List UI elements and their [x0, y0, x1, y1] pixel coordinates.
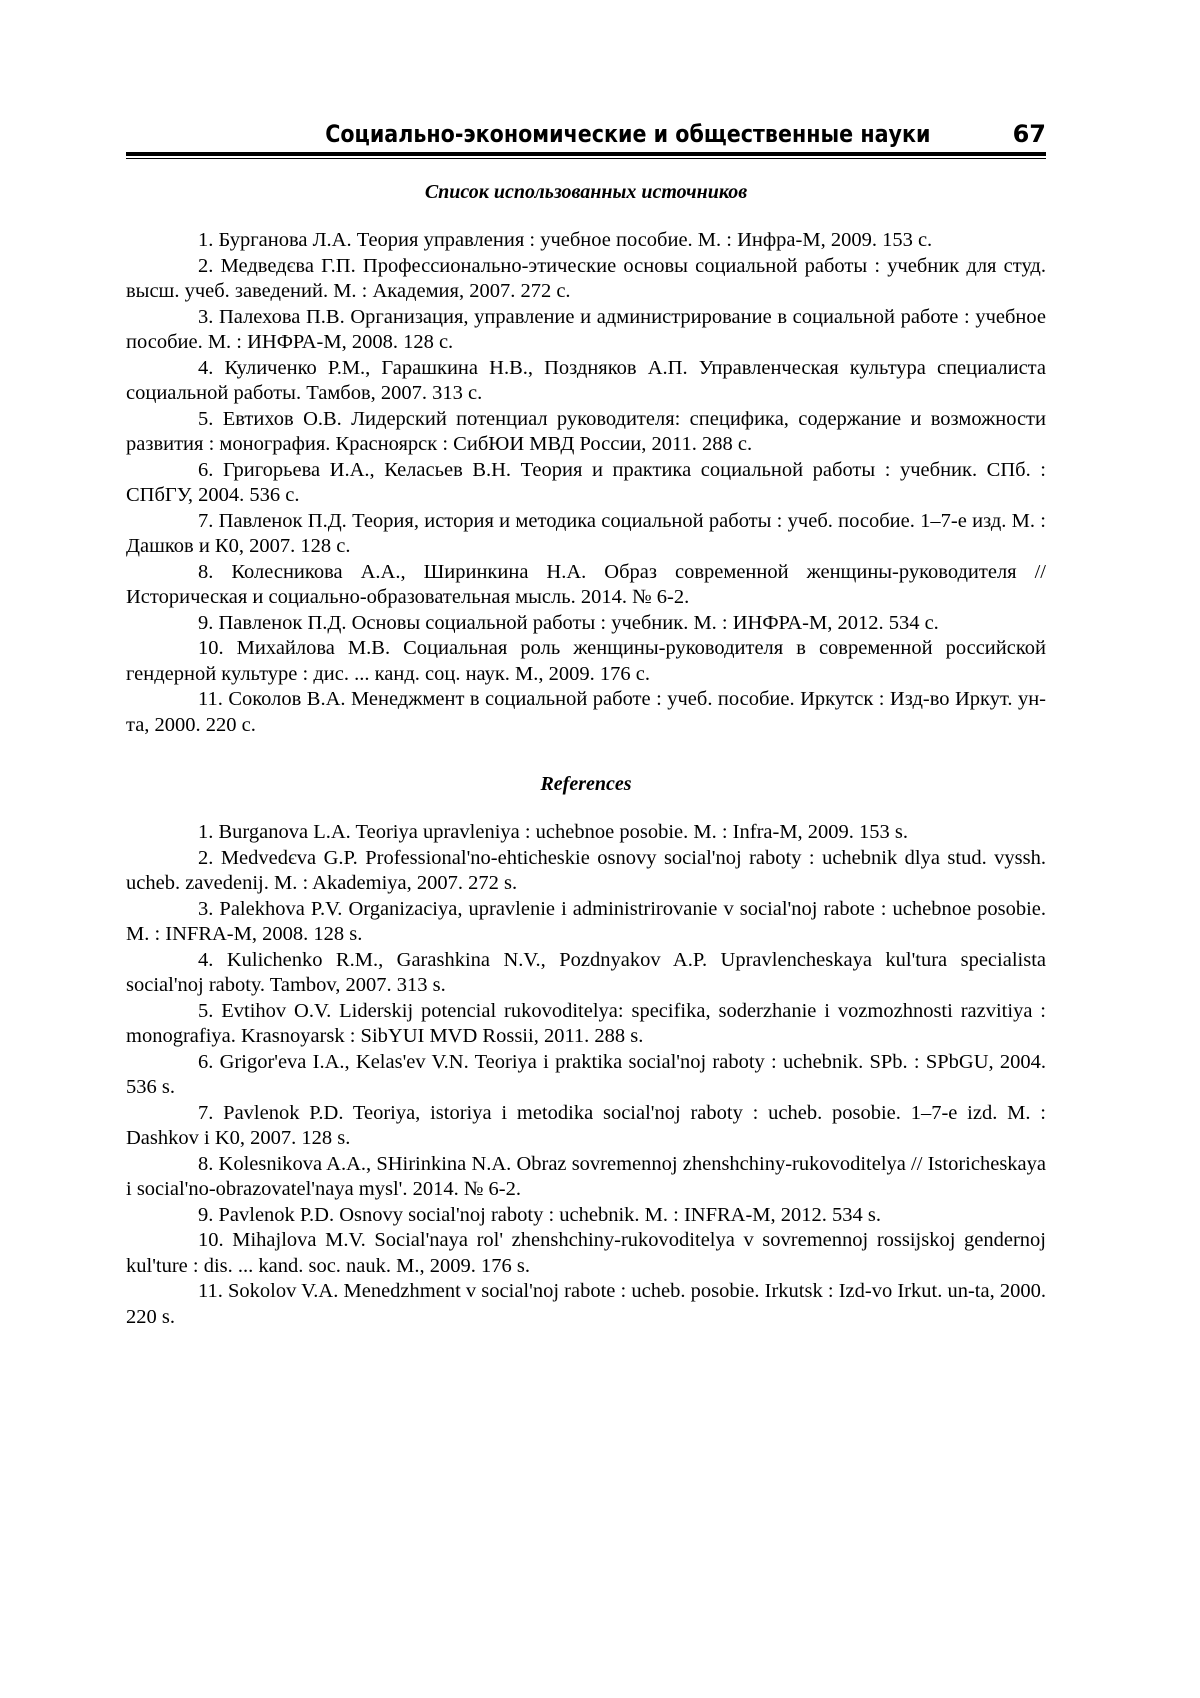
reference-item-en-11: 11. Sokolov V.A. Menedzhment v social'noj rabote : ucheb. posobie. Irkutsk : Izd-vo Irkut. un-ta, 2000. 220 s. — [126, 1280, 1046, 1328]
reference-item-en-9: 9. Pavlenok P.D. Osnovy social'noj raboty : uchebnik. M. : INFRA-M, 2012. 534 s. — [198, 1203, 882, 1226]
reference-item-en-8: 8. Kolesnikova A.A., SHirinkina N.A. Obraz sovremennoj zhenshchiny-rukovoditelya // Istoricheskaya i social'no-obrazovatel'naya mysl'. 2014. № 6-2. — [126, 1152, 1046, 1200]
reference-item-en-10: 10. Mihajlova M.V. Social'naya rol' zhenshchiny-rukovoditelya v sovremennoj rossijskoj gendernoj kul'ture : dis. ... kand. soc. nauk. M., 2009. 176 s. — [126, 1229, 1046, 1277]
page-number: 67 — [1012, 120, 1046, 148]
reference-item-en-4: 4. Kulichenko R.M., Garashkina N.V., Pozdnyakov A.P. Upravlencheskaya kul'tura specialista social'noj raboty. Tambov, 2007. 313 s. — [126, 948, 1046, 996]
reference-item-ru-3: 3. Палехова П.В. Организация, управление и администрирование в социальной работе : учебное пособие. М. : ИНФРА-М, 2008. 128 с. — [126, 305, 1046, 353]
page-content — [126, 180, 1046, 1330]
reference-item-en-2: 2. Medvedєva G.P. Professional'no-ehticheskie osnovy social'noj raboty : uchebnik dlya stud. vyssh. ucheb. zavedenij. M. : Akademiya, 2007. 272 s. — [126, 846, 1046, 894]
reference-item-ru-10: 10. Михайлова М.В. Социальная роль женщины-руководителя в современной российской гендерной культуре : дис. ... канд. соц. наук. М., 2009. 176 с. — [126, 637, 1046, 685]
header-rule-thin — [126, 158, 1046, 159]
reference-item-ru-5: 5. Евтихов О.В. Лидерский потенциал руководителя: специфика, содержание и возможности развития : монография. Красноярск : СибЮИ МВД России, 2011. 288 с. — [126, 407, 1046, 455]
running-title: Социально-экономические и общественные науки — [325, 120, 931, 148]
references-title: References — [540, 773, 632, 795]
reference-item-ru-1: 1. Бурганова Л.А. Теория управления : учебное пособие. М. : Инфра-М, 2009. 153 с. — [198, 229, 933, 251]
reference-item-ru-7: 7. Павленок П.Д. Теория, история и методика социальной работы : учеб. пособие. 1–7-е изд. М. : Дашков и К0, 2007. 128 с. — [126, 509, 1046, 557]
russian-sources-title: Список использованных источников — [424, 181, 748, 203]
running-head — [126, 120, 1046, 154]
reference-item-ru-8: 8. Колесникова А.А., Ширинкина Н.А. Образ современной женщины-руководителя // Историческая и социально-образовательная мысль. 2014. № 6-2. — [126, 560, 1046, 608]
reference-item-en-7: 7. Pavlenok P.D. Teoriya, istoriya i metodika social'noj raboty : ucheb. posobie. 1–7-e izd. M. : Dashkov i K0, 2007. 128 s. — [126, 1101, 1046, 1149]
reference-item-ru-4: 4. Куличенко Р.М., Гарашкина Н.В., Поздняков А.П. Управленческая культура специалиста социальной работы. Тамбов, 2007. 313 с. — [126, 356, 1046, 404]
reference-item-ru-2: 2. Медведєва Г.П. Профессионально-этические основы социальной работы : учебник для студ. высш. учеб. заведений. М. : Академия, 2007. 272 с. — [126, 254, 1046, 302]
reference-item-en-3: 3. Palekhova P.V. Organizaciya, upravlenie i administrirovanie v social'noj rabote : uchebnoe posobie. M. : INFRA-M, 2008. 128 s. — [126, 897, 1046, 945]
reference-item-ru-6: 6. Григорьева И.А., Келасьев В.Н. Теория и практика социальной работы : учебник. СПб. : СПбГУ, 2004. 536 с. — [126, 458, 1046, 506]
reference-item-en-1: 1. Burganova L.A. Teoriya upravleniya : uchebnoe posobie. M. : Infra-M, 2009. 153 s. — [198, 821, 909, 843]
reference-item-en-5: 5. Evtihov O.V. Liderskij potencial rukovoditelya: specifika, soderzhanie i vozmozhnosti razvitiya : monografiya. Krasnoyarsk : SibYUI MVD Rossii, 2011. 288 s. — [126, 999, 1046, 1047]
russian-reference-list — [126, 228, 1046, 738]
reference-item-ru-9: 9. Павленок П.Д. Основы социальной работы : учебник. М. : ИНФРА-М, 2012. 534 с. — [198, 611, 939, 634]
reference-item-ru-11: 11. Соколов В.А. Менеджмент в социальной работе : учеб. пособие. Иркутск : Изд-во Иркут. ун-та, 2000. 220 с. — [126, 688, 1046, 736]
header-rule-thick — [126, 152, 1046, 156]
english-reference-list — [126, 820, 1046, 1330]
reference-item-en-6: 6. Grigor'eva I.A., Kelas'ev V.N. Teoriya i praktika social'noj raboty : uchebnik. SPb. : SPbGU, 2004. 536 s. — [126, 1050, 1046, 1098]
